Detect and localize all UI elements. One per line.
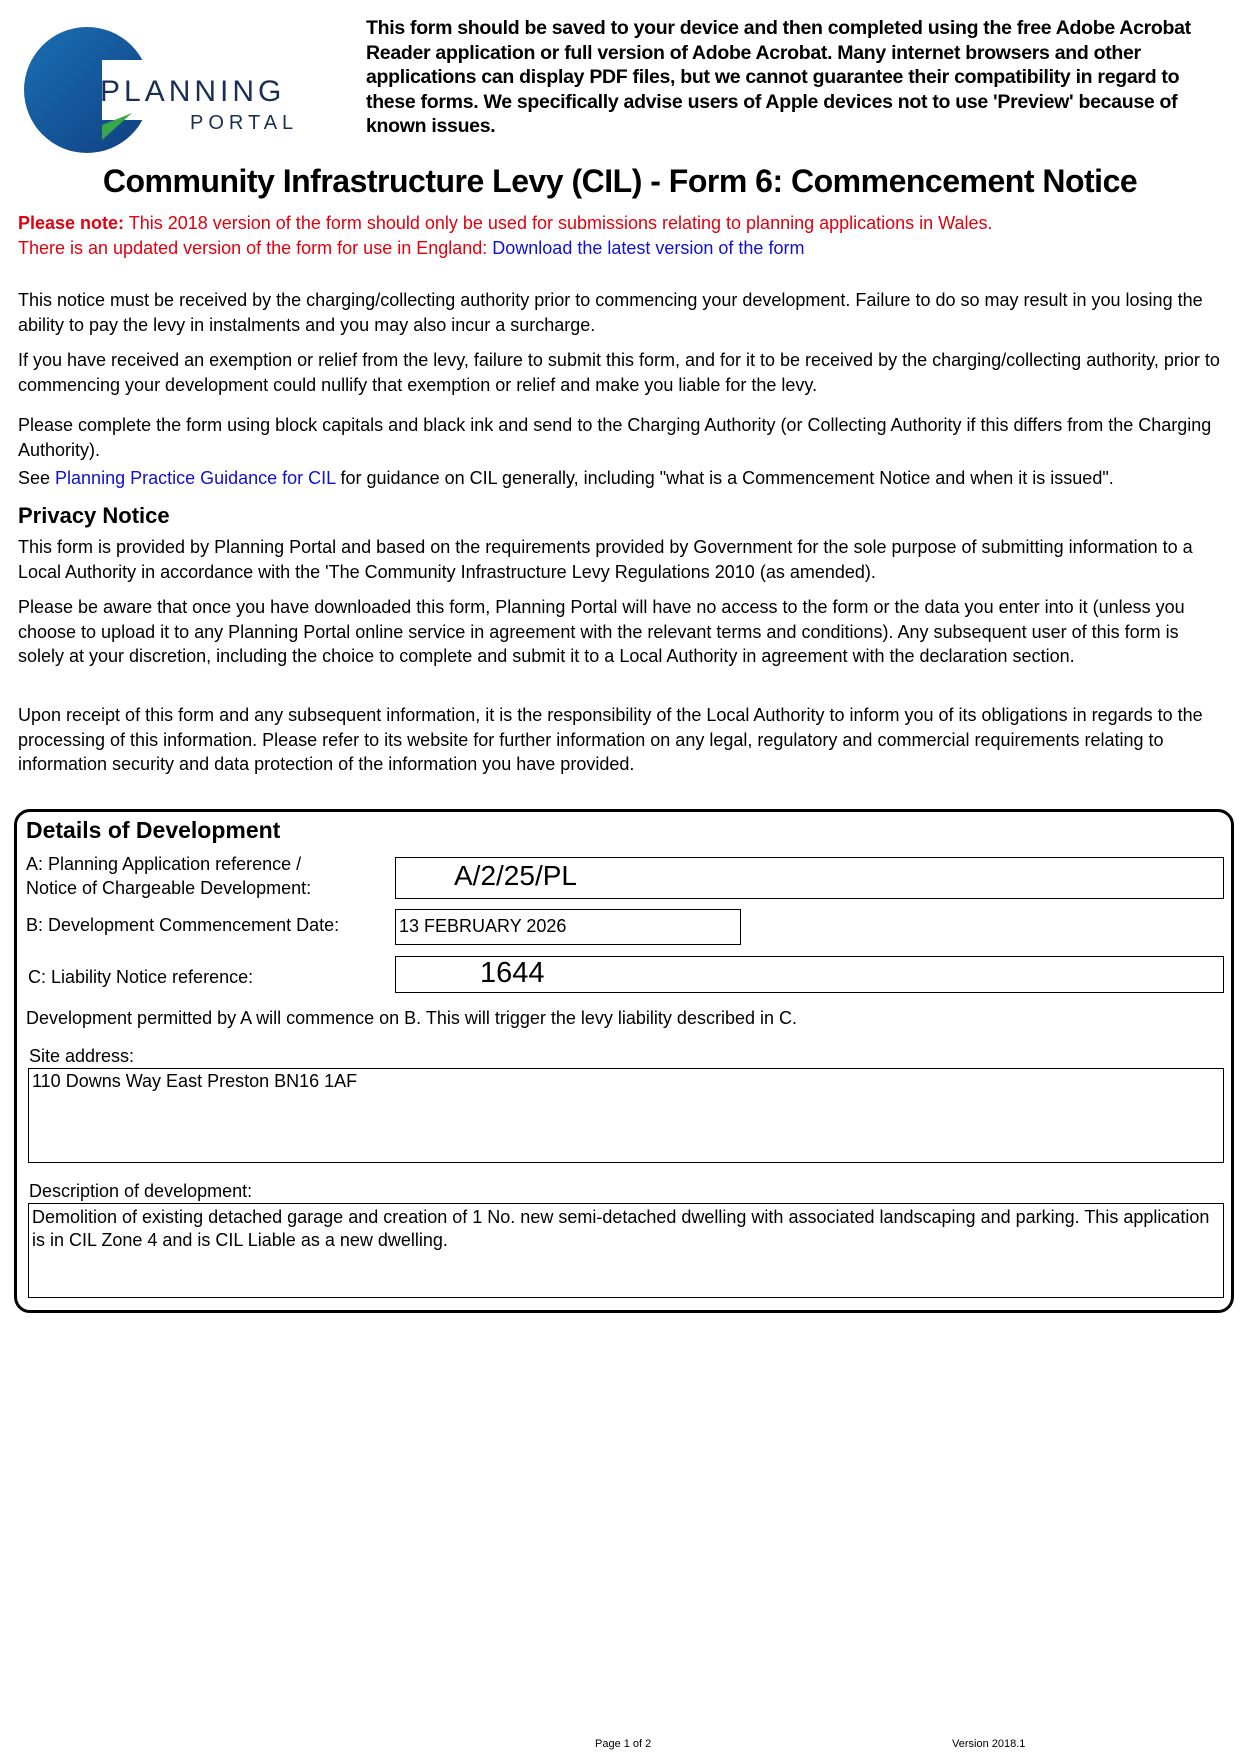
- download-latest-link[interactable]: Download the latest version of the form: [492, 238, 805, 258]
- site-address-input[interactable]: 110 Downs Way East Preston BN16 1AF: [28, 1068, 1224, 1163]
- commencement-statement: Development permitted by A will commence on B. This will trigger the levy liability described in C.: [26, 1008, 797, 1028]
- software-advisory-note: This form should be saved to your device and then completed using the free Adobe Acrobat Reader application or full version of Adobe Acrobat. Many internet browsers and other applications can display PDF files, but we cannot guarantee their compatibility in regard to these forms. We specifically advise users of Apple devices not to use 'Preview' because of known issues.: [366, 17, 1191, 137]
- please-note-line-1: [18, 211, 1228, 236]
- field-a-label-line-1: A: Planning Application reference /: [26, 854, 302, 874]
- field-a-label: [26, 852, 311, 900]
- commencement-date-input[interactable]: 13 FEBRUARY 2026: [395, 909, 741, 945]
- details-heading: Details of Development: [26, 817, 281, 843]
- site-address-label: Site address:: [29, 1046, 135, 1066]
- page-title: Community Infrastructure Levy (CIL) - Form 6: Commencement Notice: [102, 163, 1138, 199]
- privacy-paragraph-3: Upon receipt of this form and any subsequent information, it is the responsibility of the Local Authority to inform you of its obligations in regards to the processing of this information. Please refer to its website for further information on any legal, regulatory and commercial requirements relating to information security and data protection of the information you have provided.: [18, 705, 1203, 774]
- intro-paragraph-4: [18, 466, 1228, 491]
- please-note-text: This 2018 version of the form should only be used for submissions relating to planning applications in Wales.: [124, 213, 993, 233]
- intro-paragraph-2: If you have received an exemption or relief from the levy, failure to submit this form, and for it to be received by the charging/collecting authority, prior to commencing your development could nullify that exemption or relief and make you liable for the levy.: [18, 350, 1220, 395]
- guidance-text: for guidance on CIL generally, including "what is a Commencement Notice and when it is issued".: [335, 468, 1114, 488]
- description-input[interactable]: Demolition of existing detached garage and creation of 1 No. new semi-detached dwelling with associated landscaping and parking. This application is in CIL Zone 4 and is CIL Liable as a new dwelling.: [28, 1203, 1224, 1298]
- description-label: Description of development:: [29, 1181, 253, 1201]
- intro-paragraph-1: This notice must be received by the charging/collecting authority prior to commencing your development. Failure to do so may result in you losing the ability to pay the levy in instalments and you may also incur a surcharge.: [18, 290, 1203, 335]
- version-label: Version 2018.1: [952, 1738, 1026, 1750]
- planning-portal-logo: [22, 25, 312, 155]
- privacy-paragraph-2: Please be aware that once you have downloaded this form, Planning Portal will have no access to the form or the data you enter into it (unless you choose to upload it to any Planning Portal online service in agreement with the relevant terms and conditions). Any subsequent user of this form is solely at your discretion, including the choice to complete and submit it to a Local Authority in agreement with the declaration section.: [18, 597, 1185, 666]
- planning-application-reference-input[interactable]: A/2/25/PL: [395, 857, 1224, 899]
- field-c-label: C: Liability Notice reference:: [28, 967, 254, 987]
- please-note-line-2: [18, 236, 1228, 261]
- logo-text-portal: PORTAL: [190, 112, 299, 134]
- see-text: See: [18, 468, 56, 488]
- field-b-label: B: Development Commencement Date:: [26, 915, 340, 935]
- guidance-link[interactable]: Planning Practice Guidance for CIL: [55, 468, 336, 488]
- england-note-text: There is an updated version of the form for use in England:: [18, 238, 493, 258]
- field-a-label-line-2: Notice of Chargeable Development:: [26, 878, 312, 898]
- liability-notice-reference-input[interactable]: 1644: [395, 956, 1224, 993]
- intro-paragraph-3: Please complete the form using block capitals and black ink and send to the Charging Authority (or Collecting Authority if this differs from the Charging Authority).: [18, 415, 1212, 460]
- page-number: Page 1 of 2: [595, 1738, 652, 1750]
- privacy-paragraph-1: This form is provided by Planning Portal and based on the requirements provided by Government for the sole purpose of submitting information to a Local Authority in accordance with the 'The Community Infrastructure Levy Regulations 2010 (as amended).: [18, 537, 1193, 582]
- details-of-development-section: [14, 809, 1234, 1313]
- please-note-label: Please note:: [18, 213, 125, 233]
- privacy-notice-heading: Privacy Notice: [18, 503, 170, 528]
- logo-text-planning: PLANNING: [100, 75, 286, 108]
